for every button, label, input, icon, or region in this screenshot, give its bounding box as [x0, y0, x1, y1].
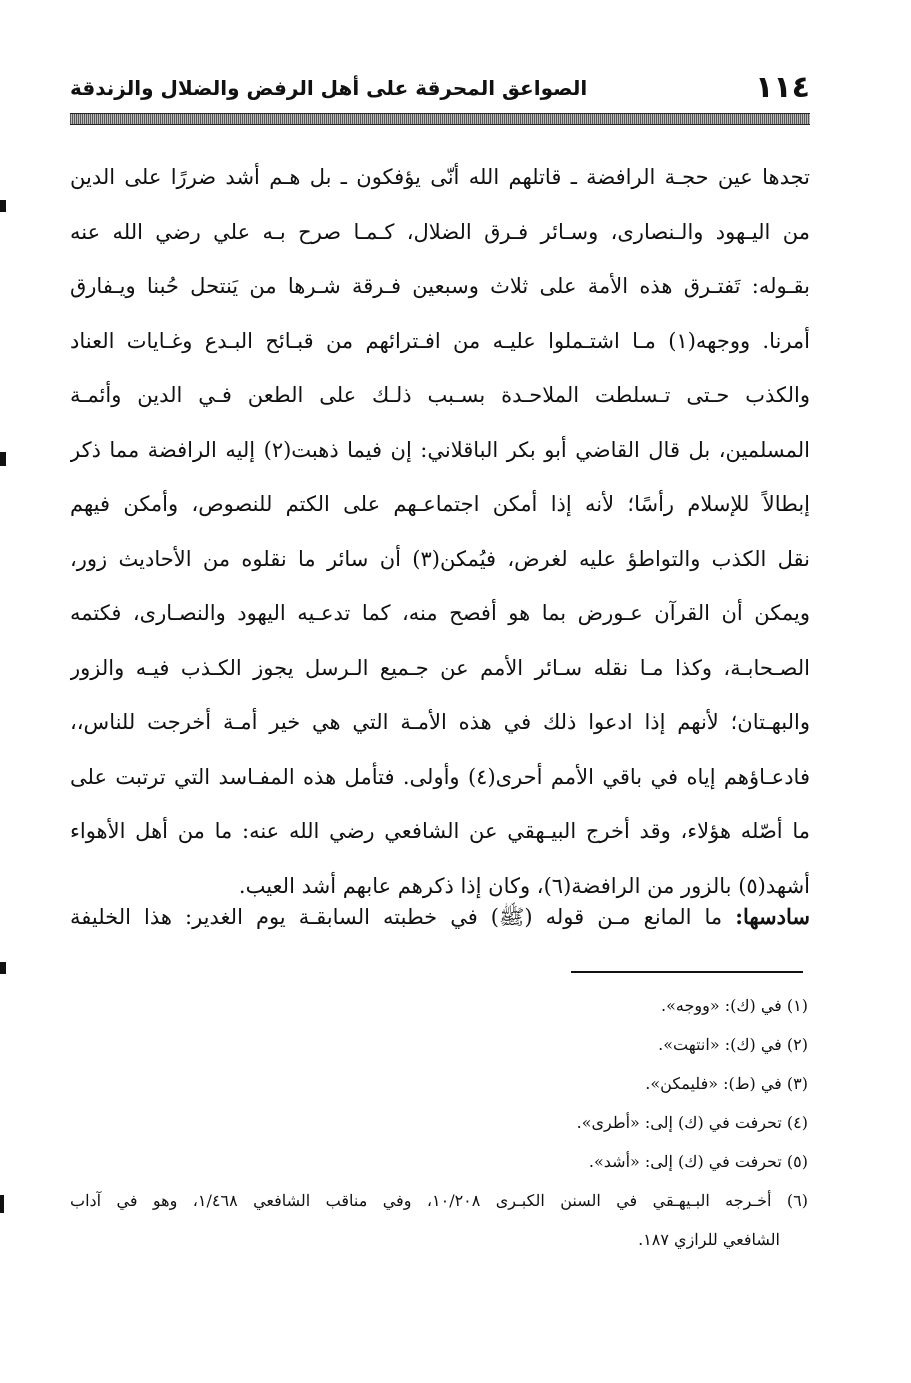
body-paragraph — [70, 150, 810, 913]
header-rule — [70, 113, 810, 125]
footnote: (٢) في (ك): «انتهت». — [658, 1035, 808, 1054]
paragraph-lead: سادسها: — [735, 904, 810, 929]
margin-mark — [0, 200, 6, 212]
text-line: فادعـاؤهم إياه في باقي الأمم أحرى(٤) وأولى. فتأمل هذه المفـاسد التي ترتبت على — [70, 764, 810, 789]
page-number: ١١٤ — [755, 70, 810, 105]
text-line: بقـوله: تَفتـرق هذه الأمة على ثلاث وسبعين فـرقة شـرها من يَنتحل حُبنا ويـفارق — [70, 274, 810, 298]
text-line: والبهـتان؛ لأنهم إذا ادعوا ذلك في هذه الأمـة التي هي خير أمـة أخرجت للناس،، — [70, 710, 810, 734]
text-line: ويمكن أن القرآن عـورض بما هو أفصح منه، كما تدعـيه اليهود والنصـارى، فكتمه — [70, 601, 810, 625]
footnotes — [70, 986, 808, 1259]
text-line: الصـحابـة، وكذا مـا نقله سـائر الأمم عن جـميع الـرسل يجوز الكـذب فيـه والزور — [70, 655, 810, 680]
text-line — [70, 890, 810, 945]
text-line: نقل الكذب والتواطؤ عليه لغرض، فيُمكن(٣) أن سائر ما نقلوه من الأحاديث زور، — [70, 546, 810, 571]
page-header — [70, 68, 810, 108]
text-line: إبطالاً للإسلام رأسًا؛ لأنه إذا أمكن اجتماعـهم على الكتم للنصوص، وأمكن فيهم — [70, 492, 810, 516]
margin-mark — [0, 1195, 4, 1213]
footnote: (٥) تحرفت في (ك) إلى: «أشد». — [588, 1152, 808, 1171]
paragraph-sixth — [70, 890, 810, 945]
footnote: (١) في (ك): «ووجه». — [661, 996, 808, 1015]
text-line: أشهد(٥) بالزور من الرافضة(٦)، وكان إذا ذكرهم عابهم أشد العيب. — [238, 873, 810, 898]
margin-mark — [0, 452, 6, 466]
text-line: ما أصّله هؤلاء، وقد أخرج البيـهقي عن الشافعي رضي الله عنه: ما من أهل الأهواء — [70, 819, 810, 843]
text-line: أمرنا. ووجهه(١) مـا اشتـملوا عليـه من افـترائهم من قبـائح البـدع وغـايات العناد — [70, 328, 810, 353]
footnote: (٦) أخـرجه البـيهـقي في السنن الكبـرى ١٠/٢٠٨، وفي مناقب الشافعي ١/٤٦٨، وهو في آداب — [70, 1191, 808, 1210]
footnote: (٤) تحرفت في (ك) إلى: «أطرى». — [576, 1113, 808, 1132]
text-line: المسلمين، بل قال القاضي أبو بكر الباقلاني: إن فيما ذهبت(٢) إليه الرافضة مما ذكر — [70, 437, 810, 462]
text-line: والكذب حـتى تـسلطت الملاحـدة بسـبب ذلـك على الطعن فـي الدين وأئمـة — [70, 383, 810, 407]
footnote: (٣) في (ط): «فليمكن». — [645, 1074, 808, 1093]
footnote-continuation: الشافعي للرازي ١٨٧. — [638, 1230, 780, 1249]
footnote-separator — [571, 971, 803, 973]
text-line: تجدها عين حجـة الرافضة ـ قاتلهم الله أنّى يؤفكون ـ بل هـم أشد ضررًا على الدين — [70, 165, 810, 189]
margin-mark — [0, 962, 6, 974]
paragraph-text: ما المانع مـن قوله (ﷺ) في خطبته السابقـة يوم الغدير: هذا الخليفة — [70, 905, 736, 929]
running-title: الصواعق المحرقة على أهل الرفض والضلال والزندقة — [70, 76, 588, 100]
text-line: من اليـهود والـنصارى، وسـائر فـرق الضلال، كـمـا صرح بـه علي رضي الله عنه — [70, 219, 810, 244]
